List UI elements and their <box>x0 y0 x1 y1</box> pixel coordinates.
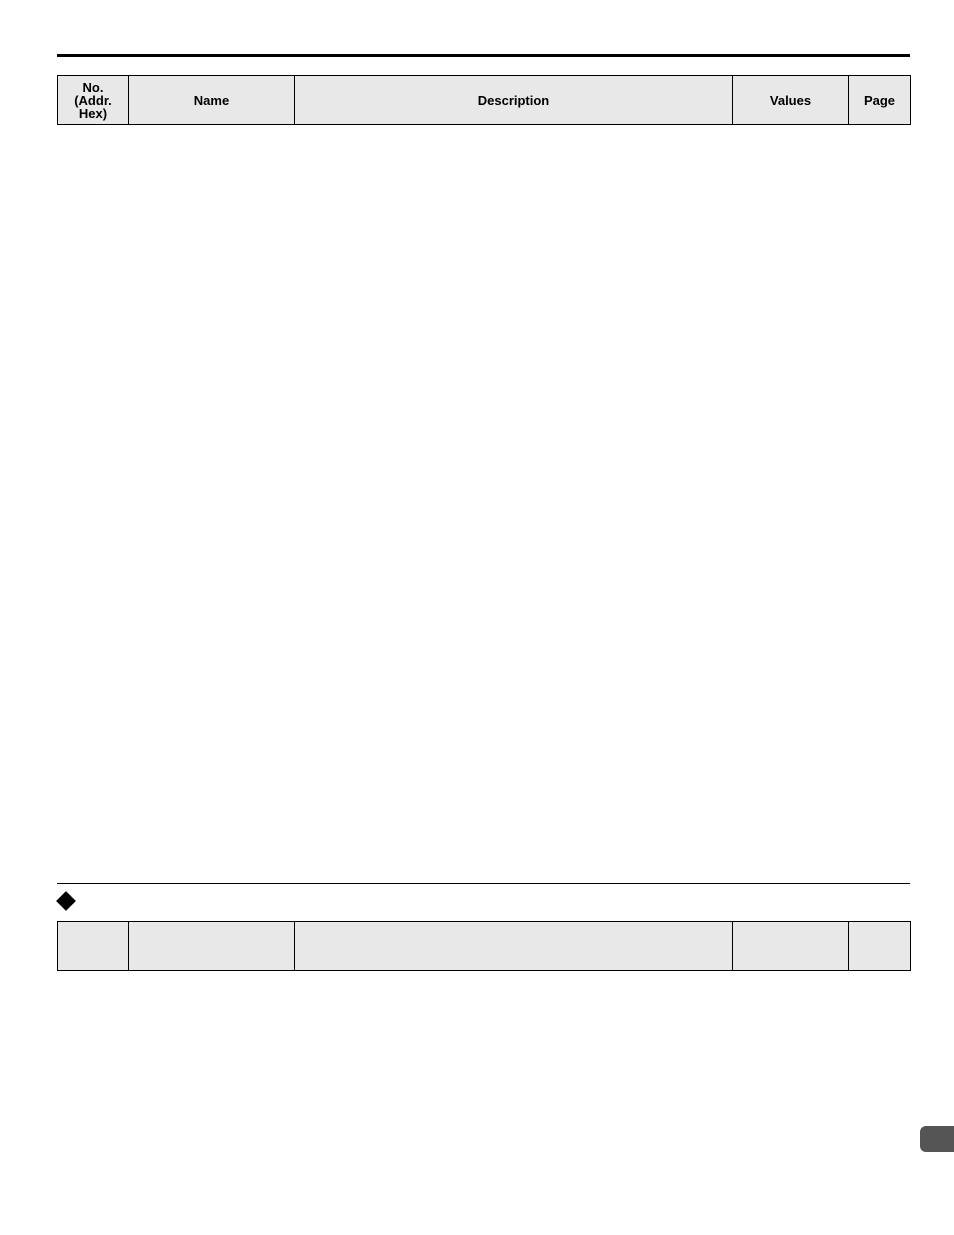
column-header-description <box>295 922 733 971</box>
appendix-tab[interactable] <box>920 1126 954 1152</box>
column-header-values: Values <box>733 76 849 125</box>
column-header-no: No. (Addr. Hex) <box>58 76 129 125</box>
l4-parameter-table <box>57 921 911 971</box>
section-header <box>57 34 910 54</box>
column-header-values <box>733 922 849 971</box>
column-header-page <box>849 922 911 971</box>
table-header-row <box>58 76 911 125</box>
header-rule <box>57 54 910 57</box>
column-header-description: Description <box>295 76 733 125</box>
l4-section-rule <box>57 883 910 884</box>
l3-parameter-table <box>57 75 911 125</box>
column-header-page: Page <box>849 76 911 125</box>
table-header-row <box>58 922 911 971</box>
diamond-bullet-icon <box>56 891 76 911</box>
side-label <box>919 1030 939 1110</box>
l4-section-title <box>57 887 87 915</box>
column-header-name <box>129 922 295 971</box>
column-header-name: Name <box>129 76 295 125</box>
column-header-no <box>58 922 129 971</box>
